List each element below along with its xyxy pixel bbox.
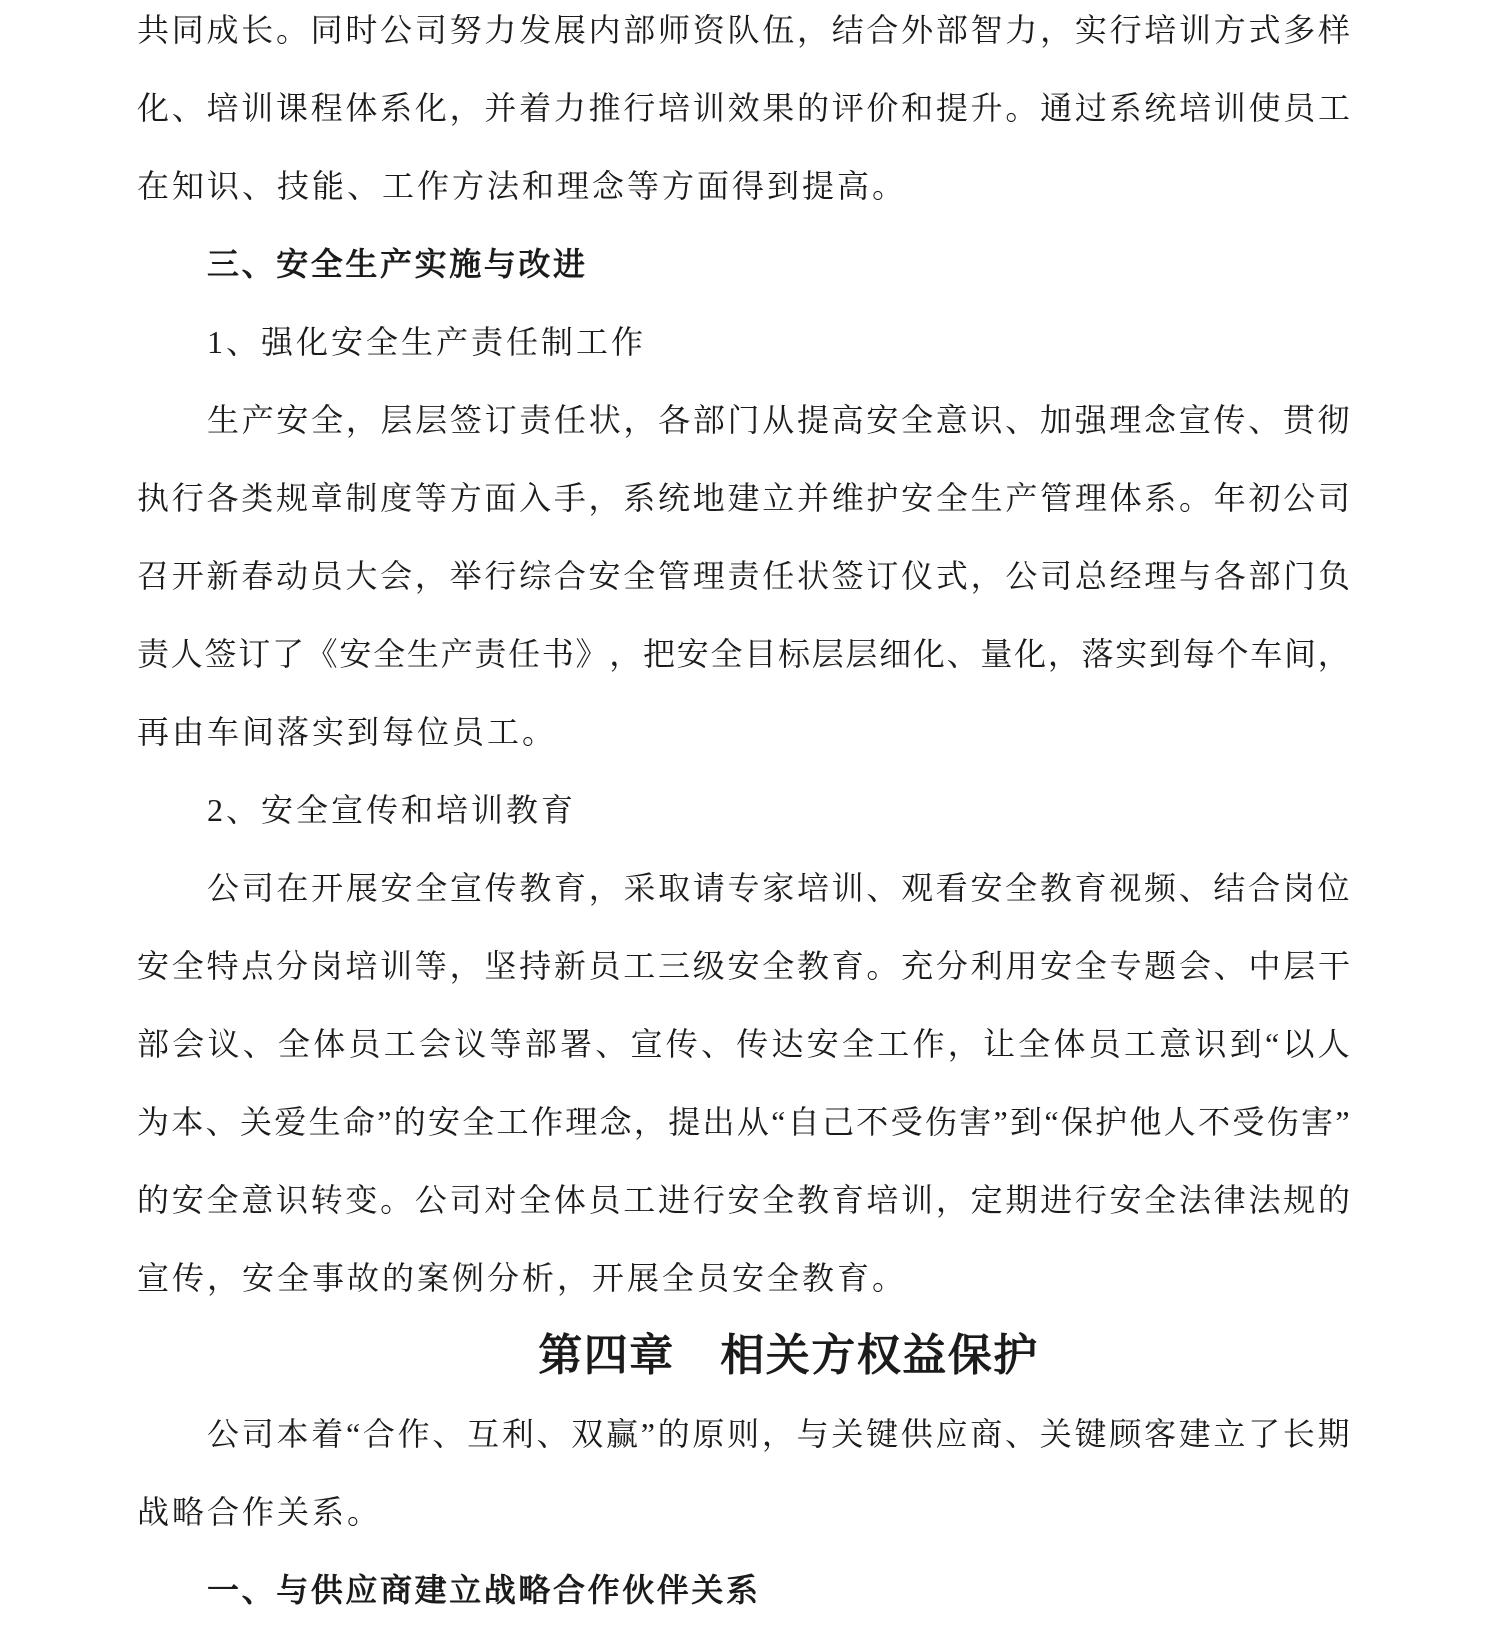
paragraph-line: 召 开 新 春 动 员 大 会 ， 举 行 综 合 安 全 管 理 责 任 状 签 订 仪 式 ， 公 司 总 经 理 与 各 部 门 负 xyxy=(137,558,1350,594)
paragraph-line: 共 同 成 长 。 同 时 公 司 努 力 发 展 内 部 师 资 队 伍 ， 结 合 外 部 智 力 ， 实 行 培 训 方 式 多 样 xyxy=(137,12,1350,48)
paragraph-line: 公 司 在 开 展 安 全 宣 传 教 育 ， 采 取 请 专 家 培 训 、 观 看 安 全 教 育 视 频 、 结 合 岗 位 xyxy=(207,870,1350,906)
paragraph-line: 再由车间落实到每位员工。 xyxy=(137,714,558,750)
paragraph-line: 部 会 议 、 全 体 员 工 会 议 等 部 署 、 宣 传 、 传 达 安 全 工 作 ， 让 全 体 员 工 意 识 到 “ 以 人 xyxy=(137,1026,1350,1062)
paragraph-line: 化 、 培 训 课 程 体 系 化 ， 并 着 力 推 行 培 训 效 果 的 评 价 和 提 升 。 通 过 系 统 培 训 使 员 工 xyxy=(137,90,1350,126)
paragraph-line: 在知识、技能、工作方法和理念等方面得到提高。 xyxy=(137,168,908,204)
section-heading-supplier-partnership: 一、与供应商建立战略合作伙伴关系 xyxy=(207,1572,761,1608)
chapter-heading-stakeholder-rights: 第四章 相关方权益保护 xyxy=(538,1331,1039,1380)
paragraph-line: 执 行 各 类 规 章 制 度 等 方 面 入 手 ， 系 统 地 建 立 并 维 护 安 全 生 产 管 理 体 系 。 年 初 公 司 xyxy=(137,480,1350,516)
paragraph-line: 为 本 、 关 爱 生 命 ” 的 安 全 工 作 理 念 ， 提 出 从 “ 自 己 不 受 伤 害 ” 到 “ 保 护 他 人 不 受 伤 害 ” xyxy=(137,1104,1350,1140)
paragraph-line: 生 产 安 全 ， 层 层 签 订 责 任 状 ， 各 部 门 从 提 高 安 全 意 识 、 加 强 理 念 宣 传 、 贯 彻 xyxy=(207,402,1350,438)
numbered-item-1: 1、强化安全生产责任制工作 xyxy=(207,324,647,360)
paragraph-line: 责 人 签 订 了 《 安 全 生 产 责 任 书 》 ， 把 安 全 目 标 层 层 细 化 、 量 化 ， 落 实 到 每 个 车 间 ， xyxy=(137,636,1350,672)
numbered-item-2: 2、安全宣传和培训教育 xyxy=(207,792,577,828)
paragraph-line: 公 司 本 着 “ 合 作 、 互 利 、 双 赢 ” 的 原 则 ， 与 关 键 供 应 商 、 关 键 顾 客 建 立 了 长 期 xyxy=(207,1416,1350,1452)
paragraph-line: 战略合作关系。 xyxy=(137,1494,383,1530)
document-text-block xyxy=(137,0,1350,1629)
section-heading-safety-implementation: 三、安全生产实施与改进 xyxy=(207,246,588,282)
paragraph-line: 安 全 特 点 分 岗 培 训 等 ， 坚 持 新 员 工 三 级 安 全 教 育 。 充 分 利 用 安 全 专 题 会 、 中 层 干 xyxy=(137,948,1350,984)
paragraph-line: 的 安 全 意 识 转 变 。 公 司 对 全 体 员 工 进 行 安 全 教 育 培 训 ， 定 期 进 行 安 全 法 律 法 规 的 xyxy=(137,1182,1350,1218)
paragraph-line: 宣传，安全事故的案例分析，开展全员安全教育。 xyxy=(137,1260,908,1296)
